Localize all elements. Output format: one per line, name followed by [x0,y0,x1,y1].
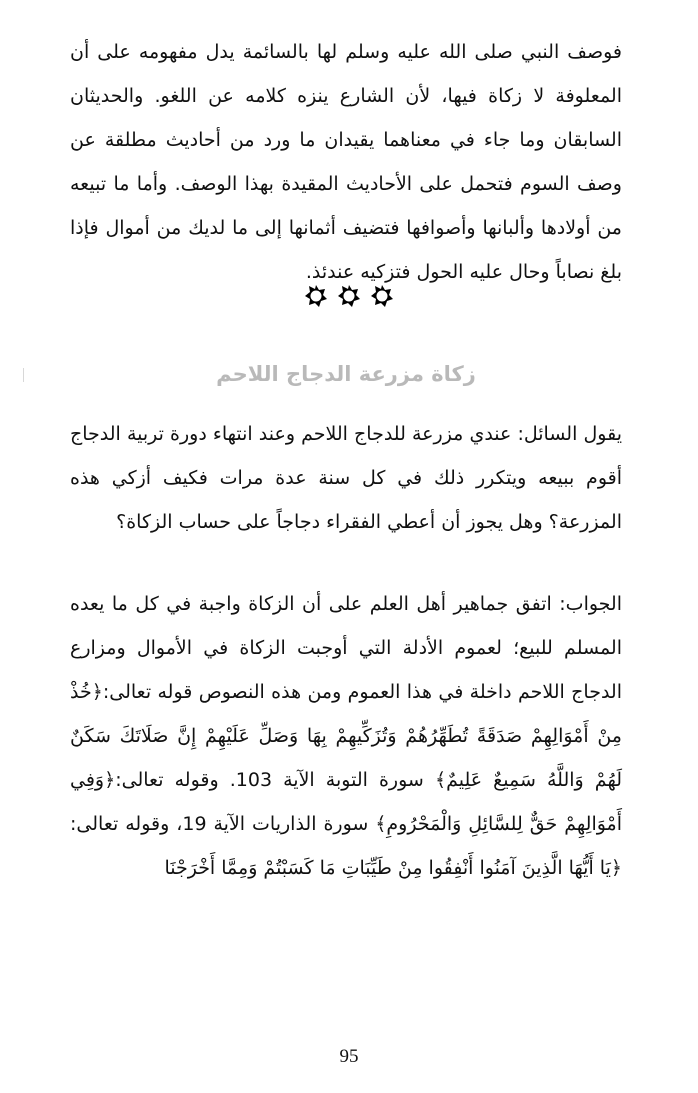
paragraph-sheep-zakat: فوصف النبي صلى الله عليه وسلم لها بالسائمة يدل مفهومه على أن المعلوفة لا زكاة فيها، لأن الشارع ينزه كلامه عن اللغو. والحديثان السابقان وما جاء في معناهما يقيدان ما ورد من أحاديث مطلقة عن وصف السوم فتحمل على الأحاديث المقيدة بهذا الوصف. وأما ما تبيعه من أولادها وألبانها وأصوافها فتضيف أثمانها إلى ما لديك من أموال فإذا بلغ نصاباً وحال عليه الحول فتزكيه عندئذ. [70,41,622,283]
section-title: زكاة مزرعة الدجاج اللاحم [216,362,476,386]
ornament-flower-icon [304,284,328,308]
verse-reference-1: سورة التوبة الآية 103. وقوله تعالى: [115,769,435,791]
verse-reference-2: سورة الذاريات الآية 19، وقوله تعالى: [70,813,376,835]
quran-verse-1: ﴿خُذْ مِنْ أَمْوَالِهِمْ صَدَقَةً تُطَهِّرُهُمْ وَتُزَكِّيهِمْ بِهَا وَصَلِّ عَلَيْهِمْ إِنَّ صَلَاتَكَ سَكَنٌ لَهُمْ وَاللَّهُ سَمِيعٌ عَلِيمٌ﴾ [70,681,622,791]
ornament-flower-icon [370,284,394,308]
answer-intro: الجواب: اتفق جماهير أهل العلم على أن الزكاة واجبة في كل ما يعده المسلم للبيع؛ لعموم الأدلة التي أوجبت الزكاة في الأموال ومزارع الدجاج اللاحم داخلة في هذا العموم ومن هذه النصوص قوله تعالى: [70,593,622,703]
section-divider-ornament [0,284,698,312]
page-number: 95 [339,1046,359,1067]
quran-verse-3: ﴿يَا أَيُّهَا الَّذِينَ آمَنُوا أَنْفِقُوا مِنْ طَيِّبَاتِ مَا كَسَبْتُمْ وَمِمَّا أَخْرَجْنَا [164,857,622,879]
question-paragraph: يقول السائل: عندي مزرعة للدجاج اللاحم وعند انتهاء دورة تربية الدجاج أقوم ببيعه ويتكرر ذلك في كل سنة عدة مرات فكيف أزكي هذه المزرعة؟ وهل يجوز أن أعطي الفقراء دجاجاً على حساب الزكاة؟ [70,423,622,533]
answer-paragraph [70,582,622,890]
quran-verse-2: ﴿وَفِي أَمْوَالِهِمْ حَقٌّ لِلسَّائِلِ وَالْمَحْرُومِ﴾ [70,769,622,835]
margin-mark [23,368,24,382]
ornament-flower-icon [337,284,361,308]
